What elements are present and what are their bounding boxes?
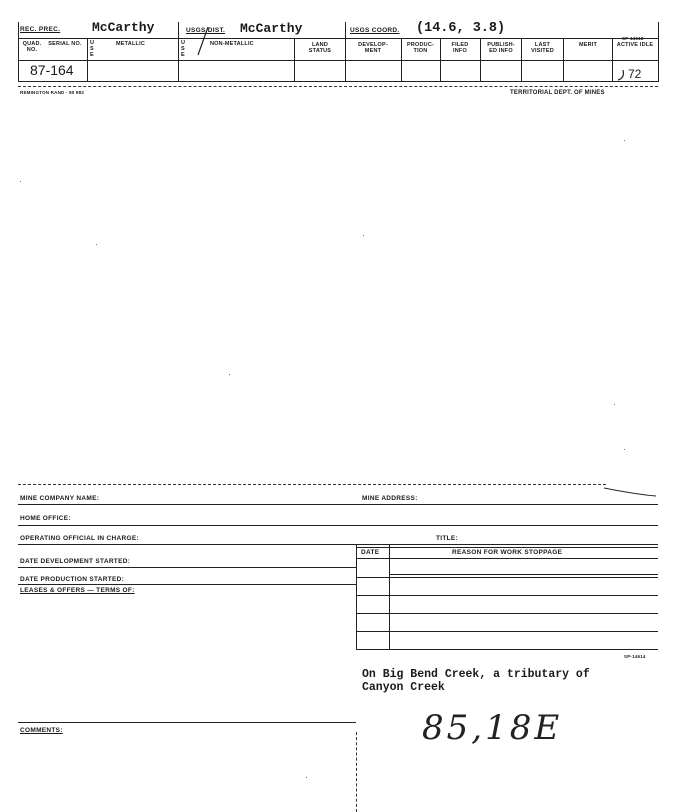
usgs-dist-label: USGS DIST.	[186, 27, 226, 34]
home-office-label: HOME OFFICE:	[20, 515, 71, 522]
col-production: PRODUC- TION	[406, 42, 435, 54]
col-merit: MERIT	[578, 42, 598, 48]
col-active-idle: ACTIVE IDLE	[616, 42, 654, 48]
col-use-marker: U S E	[90, 40, 95, 58]
mine-info-form	[0, 470, 678, 812]
operating-official-label: OPERATING OFFICIAL IN CHARGE:	[20, 535, 139, 542]
col-metallic: METALLIC	[116, 41, 145, 47]
mine-address-label: MINE ADDRESS:	[362, 495, 418, 502]
col-last-visited: LAST VISITED	[531, 42, 554, 54]
rec-prec-value: McCarthy	[92, 20, 155, 35]
col-published-info: PUBLISH- ED INFO	[487, 42, 515, 54]
form-number-top: SP-14618	[622, 36, 644, 41]
date-development-label: DATE DEVELOPMENT STARTED:	[20, 558, 131, 565]
leases-label: LEASES & OFFERS — TERMS OF:	[20, 587, 135, 594]
stoppage-reason-header: REASON FOR WORK STOPPAGE	[452, 549, 563, 556]
usgs-coord-value: (14.6, 3.8)	[416, 21, 506, 36]
col-use-marker-2: U S E	[181, 40, 186, 58]
usgs-dist-value: McCarthy	[240, 21, 303, 36]
footer-left: REMINGTON RAND - 80 982	[20, 90, 85, 95]
pencil-slash-mark	[196, 26, 210, 56]
col-land-status: LAND STATUS	[308, 42, 332, 54]
col-filed-info: FILED INFO	[451, 42, 469, 54]
quad-serial-value: 87-164	[30, 62, 74, 78]
usgs-coord-label: USGS COORD.	[350, 27, 400, 34]
date-production-label: DATE PRODUCTION STARTED:	[20, 576, 125, 583]
col-quad-no: QUAD. NO.	[22, 41, 42, 53]
handwritten-note: 85,18E	[422, 708, 563, 748]
stoppage-date-header: DATE	[361, 549, 380, 556]
title-label: TITLE:	[436, 535, 459, 542]
active-idle-value: 72	[628, 67, 642, 81]
tear-edge	[604, 484, 658, 500]
comments-label: COMMENTS:	[20, 727, 63, 734]
col-development: DEVELOP- MENT	[358, 42, 388, 54]
typed-note: On Big Bend Creek, a tributary of Canyon Creek	[362, 668, 590, 694]
mine-record-card	[0, 0, 678, 100]
rec-prec-label: REC. PREC.	[20, 26, 61, 33]
col-non-metallic: NON-METALLIC	[210, 41, 254, 47]
col-serial-no: SERIAL NO.	[48, 41, 82, 47]
active-idle-bracket	[617, 68, 625, 82]
footer-right: TERRITORIAL DEPT. OF MINES	[510, 90, 605, 96]
form-number-bottom: SP-14614	[624, 654, 646, 659]
mine-company-name-label: MINE COMPANY NAME:	[20, 495, 100, 502]
